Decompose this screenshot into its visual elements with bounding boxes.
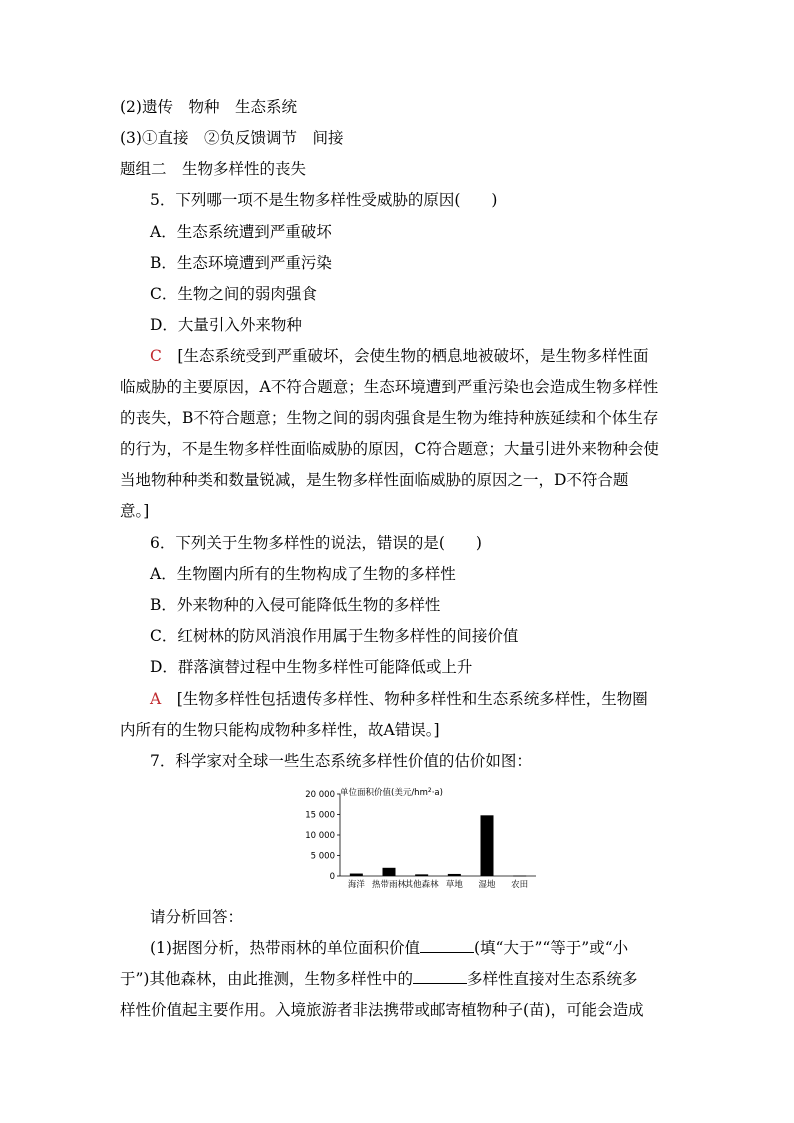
question-5: 5．下列哪一项不是生物多样性受威胁的原因( ) [150,191,498,209]
x-tick-label: 草地 [445,880,463,890]
answer-blank-1[interactable] [420,938,474,953]
bar-海洋 [350,874,363,876]
bar-农田 [513,876,526,877]
x-tick-label: 农田 [511,880,529,890]
prompt-analyze: 请分析回答： [150,908,244,926]
q7-part1-text: 多样性直接对生态系统多 [466,970,638,988]
bar-其他森林 [415,874,428,876]
q6-option-d: D．群落演替过程中生物多样性可能降低或上升 [150,658,473,676]
q5-explanation-line [150,345,706,367]
x-tick-label: 热带雨林 [371,880,407,890]
q7-part1-text: (填“大于”“等于”或“小 [473,939,629,957]
q5-explanation-line: 的丧失，B不符合题意；生物之间的弱肉强食是生物为维持种族延续和个体生存 [120,409,659,427]
q7-part1-line: 样性价值起主要作用。入境旅游者非法携带或邮寄植物种子(苗)，可能会造成 [120,1001,644,1019]
q7-part1-text: 于”)其他森林，由此推测，生物多样性中的 [120,970,413,988]
y-axis [305,790,536,882]
q5-explanation-line: 意。] [120,502,150,520]
question-6: 6．下列关于生物多样性的说法，错误的是( ) [150,534,482,552]
q5-explanation-line: 临威胁的主要原因，A不符合题意；生态环境遭到严重污染也会造成生物多样性 [120,378,659,396]
y-axis-label: 单位面积价值(美元$/hm^2\cdot a$) [340,787,443,798]
answer-line-2: (2)遗传 物种 生态系统 [120,98,297,116]
q6-option-a: A．生物圈内所有的生物构成了生物的多样性 [150,565,456,583]
bar-chart [290,784,550,892]
q5-option-b: B．生态环境遭到严重污染 [150,254,332,272]
q5-explanation-line: 的行为，不是生物多样性面临威胁的原因，C符合题意；大量引进外来物种会使 [120,440,659,458]
y-tick-label: 0 [329,872,335,882]
question-7: 7．科学家对全球一些生态系统多样性价值的估价如图： [150,752,532,770]
q6-option-c: C．红树林的防风消浪作用属于生物多样性的间接价值 [150,627,519,645]
q6-answer-letter: A [150,690,162,708]
y-tick-label: 10 000 [305,831,335,841]
x-axis-labels [348,879,528,890]
q6-explanation-line: 内所有的生物只能构成物种多样性，故A错误。] [120,721,440,739]
q5-option-a: A．生态系统遭到严重破坏 [150,223,332,241]
q6-explanation-line [150,688,706,710]
q6-explanation-text: [生物多样性包括遗传多样性、物种多样性和生态系统多样性，生物圈 [176,690,648,708]
q7-part1-text: (1)据图分析，热带雨林的单位面积价值 [150,939,420,957]
bar-series [350,815,526,876]
bar-草地 [448,874,461,876]
x-tick-label: 其他森林 [404,880,439,890]
q7-part1-line [150,937,706,959]
q7-part1-line [120,968,676,990]
q5-explanation-line: 当地物种种类和数量锐减，是生物多样性面临威胁的原因之一，D不符合题 [120,471,629,489]
bar-热带雨林 [383,868,396,876]
q5-option-c: C．生物之间的弱肉强食 [150,285,317,303]
x-tick-label: 湿地 [478,880,496,890]
q5-option-d: D．大量引入外来物种 [150,316,302,334]
section-heading: 题组二 生物多样性的丧失 [120,160,307,178]
answer-blank-2[interactable] [413,969,467,984]
y-tick-label: 5 000 [310,851,335,862]
y-tick-label: 20 000 [305,790,335,800]
q6-option-b: B．外来物种的入侵可能降低生物的多样性 [150,596,441,614]
answer-line-3: (3)①直接 ②负反馈调节 间接 [120,129,344,147]
q5-explanation-text: [生态系统受到严重破坏，会使生物的栖息地被破坏，是生物多样性面 [177,347,649,365]
q5-answer-letter: C [150,347,162,365]
y-tick-label: 15 000 [305,810,335,821]
x-tick-label: 海洋 [347,880,365,890]
bar-湿地 [481,815,494,876]
